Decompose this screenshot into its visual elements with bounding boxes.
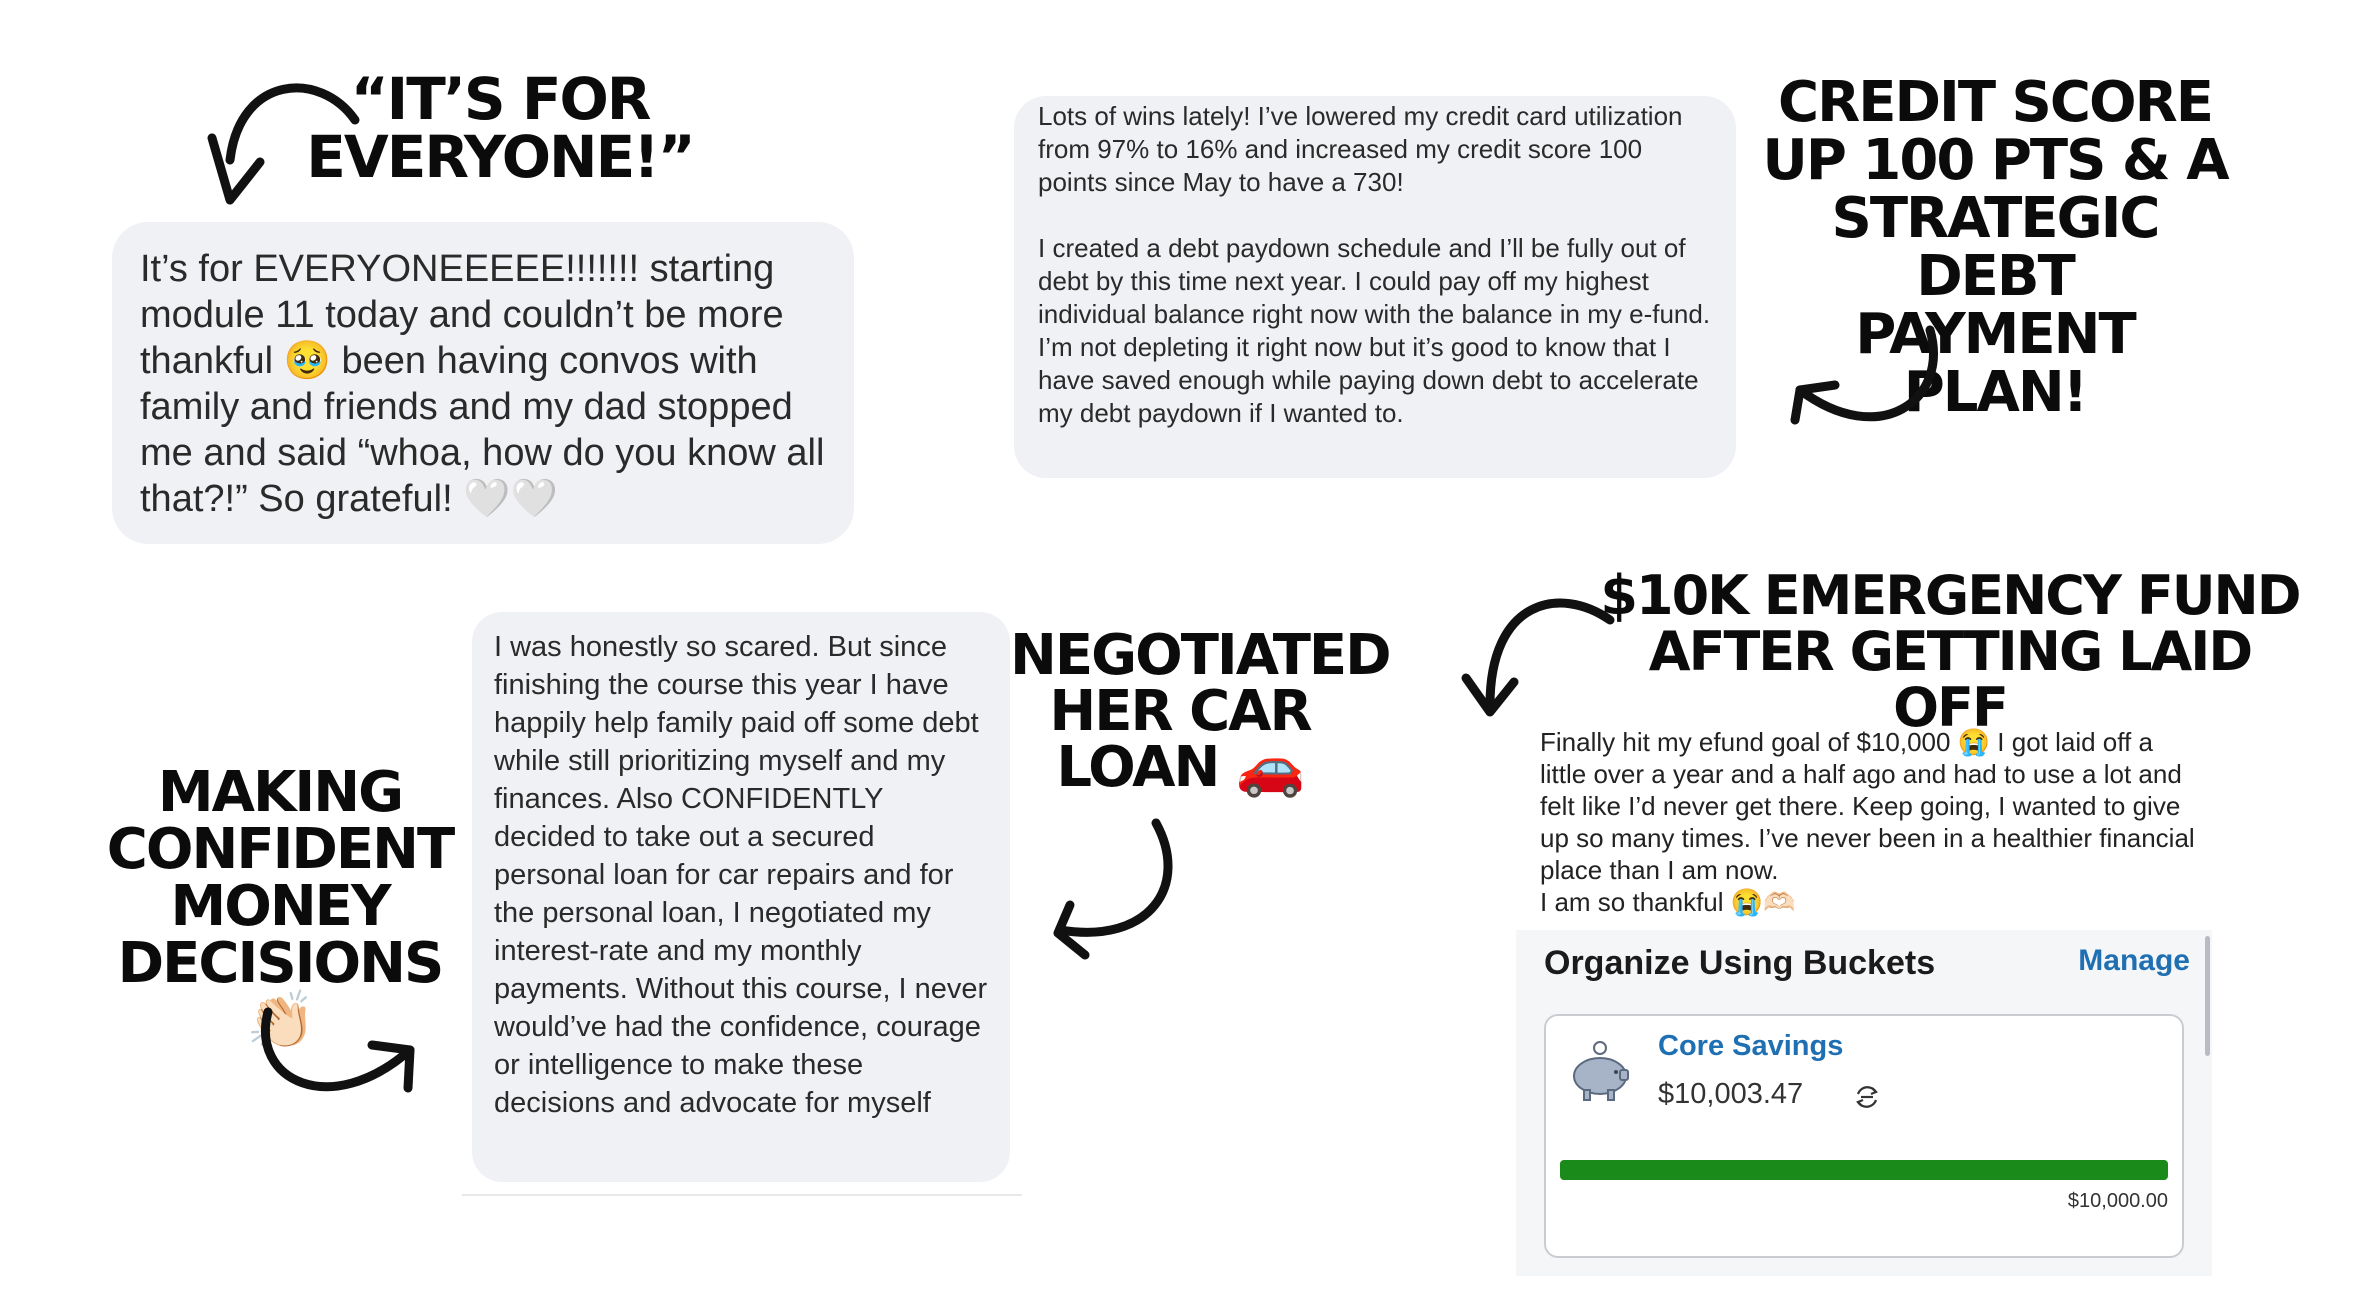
message-text: It’s for EVERYONEEEEE!!!!!!! starting module 11 today and couldn’t be more thankful 🥹 been having convos with family and friends and my dad stopped me and said “whoa, how do you know all that?!” So grateful! 🤍🤍: [140, 248, 825, 520]
headline-line: NEGOTIATED: [1010, 623, 1390, 688]
headline-emergency-fund: [1600, 564, 2300, 739]
buckets-panel: [1516, 930, 2212, 1276]
headline-line: CONFIDENT: [106, 817, 454, 882]
headline-car-loan: [1010, 623, 1390, 800]
scrollbar[interactable]: [2205, 936, 2210, 1056]
headline-line: PAYMENT PLAN!: [1855, 302, 2135, 425]
headline-line: CREDIT SCORE: [1778, 70, 2212, 135]
buckets-title: Organize Using Buckets: [1544, 944, 1936, 982]
message-text: Finally hit my efund goal of $10,000 😭 I got laid off a little over a year and a half ago and had to use a lot and felt like I’d never get there. Keep going, I wanted to give up so many times. I’ve never been in a healthier financial place than I am now.: [1540, 727, 2195, 885]
curved-arrow-icon: [1040, 815, 1190, 975]
piggy-bank-icon: [1560, 1034, 1640, 1104]
bucket-card-core-savings[interactable]: [1544, 1014, 2184, 1258]
message-text-paragraph-2: I created a debt paydown schedule and I’ll be fully out of debt by this time next year. I could pay off my highest individual balance right now with the balance in my e-fund. I’m not depleting it right now but it’s good to know that I have saved enough while paying down debt to accelerate my debt paydown if I wanted to.: [1038, 233, 1711, 428]
divider: [462, 1194, 1022, 1196]
message-text: I was honestly so scared. But since finishing the course this year I have happily help family paid off some debt while still prioritizing myself and my finances. Also CONFIDENTLY decided to take out a secured personal loan for car repairs and for the personal loan, I negotiated my interest-rate and my monthly payments. Without this course, I never would’ve had the confidence, courage or intelligence to make these decisions and advocate for myself: [494, 631, 988, 1119]
headline-line: HER CAR: [1049, 679, 1311, 744]
headline-line: AFTER GETTING LAID OFF: [1648, 620, 2252, 739]
progress-fill: [1560, 1160, 2168, 1180]
refresh-icon[interactable]: [1852, 1082, 1882, 1112]
headline-line: UP 100 PTS & A: [1762, 128, 2228, 193]
message-bubble-credit-score: [1014, 96, 1736, 478]
curved-arrow-icon: [1450, 590, 1630, 730]
curved-arrow-icon: [250, 1000, 430, 1120]
message-text-paragraph-1: Lots of wins lately! I’ve lowered my credit card utilization from 97% to 16% and increased my credit score 100 points since May to have a 730!: [1038, 101, 1683, 197]
headline-line: “IT’S FOR: [350, 65, 650, 133]
headline-line: DECISIONS 👏🏻: [117, 931, 443, 1053]
bucket-goal: $10,000.00: [2067, 1190, 2168, 1212]
manage-link[interactable]: Manage: [2078, 944, 2190, 977]
headline-line: $10K EMERGENCY FUND: [1600, 564, 2300, 627]
progress-track: [1560, 1160, 2168, 1180]
message-text: I am so thankful 😭🫶🏻: [1540, 887, 1796, 917]
curved-arrow-icon: [190, 80, 370, 220]
message-emergency-fund: [1540, 726, 2200, 918]
headline-line: LOAN 🚗: [1056, 735, 1304, 800]
message-bubble-everyone: [112, 222, 854, 544]
message-bubble-car-loan: [472, 612, 1010, 1182]
headline-line: MAKING: [157, 760, 403, 825]
headline-line: STRATEGIC DEBT: [1831, 186, 2159, 309]
bucket-name[interactable]: Core Savings: [1658, 1030, 1844, 1062]
bucket-balance: $10,003.47: [1658, 1078, 1804, 1110]
curved-arrow-icon: [1780, 320, 1950, 440]
headline-line: EVERYONE!”: [306, 123, 694, 191]
headline-line: MONEY: [170, 874, 390, 939]
